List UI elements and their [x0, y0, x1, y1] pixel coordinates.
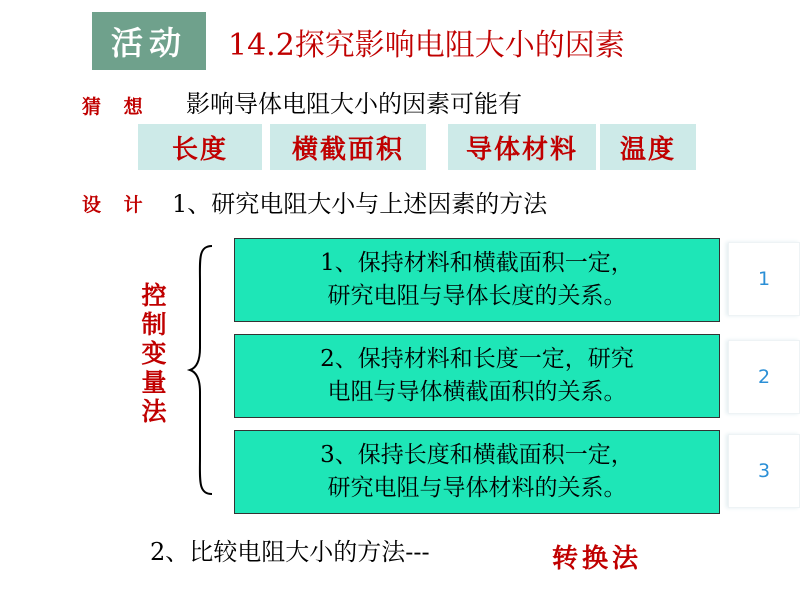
factor-material: 导体材料 — [448, 124, 596, 170]
conversion-method: 转换法 — [552, 544, 643, 574]
link-number-1[interactable]: 1 — [728, 242, 800, 316]
method-3-line1: 3、保持长度和横截面积一定， — [320, 442, 634, 468]
method-box-1 — [234, 238, 720, 322]
factor-cross-section: 横截面积 — [270, 124, 426, 170]
compare-text: 2、比较电阻大小的方法--- — [150, 538, 430, 566]
link-number-3[interactable]: 3 — [728, 434, 800, 508]
activity-badge: 活动 — [92, 12, 206, 70]
factor-length: 长度 — [138, 124, 262, 170]
guess-label: 猜 想 — [82, 96, 151, 118]
design-text: 1、研究电阻大小与上述因素的方法 — [172, 190, 548, 218]
curly-brace — [186, 244, 218, 496]
method-box-2 — [234, 334, 720, 418]
method-1-line2: 研究电阻与导体长度的关系。 — [327, 283, 627, 309]
method-1-line1: 1、保持材料和横截面积一定， — [320, 250, 634, 276]
guess-text: 影响导体电阻大小的因素可能有 — [186, 90, 522, 118]
slide-title: 14.2探究影响电阻大小的因素 — [228, 28, 625, 63]
method-3-line2: 研究电阻与导体材料的关系。 — [327, 475, 627, 501]
control-variable-label: 控制变量法 — [138, 282, 167, 427]
link-number-2[interactable]: 2 — [728, 340, 800, 414]
design-label: 设 计 — [82, 194, 151, 216]
method-2-line1: 2、保持材料和长度一定，研究 — [320, 346, 634, 372]
method-box-3 — [234, 430, 720, 514]
factor-temperature: 温度 — [600, 124, 696, 170]
method-2-line2: 电阻与导体横截面积的关系。 — [327, 379, 627, 405]
